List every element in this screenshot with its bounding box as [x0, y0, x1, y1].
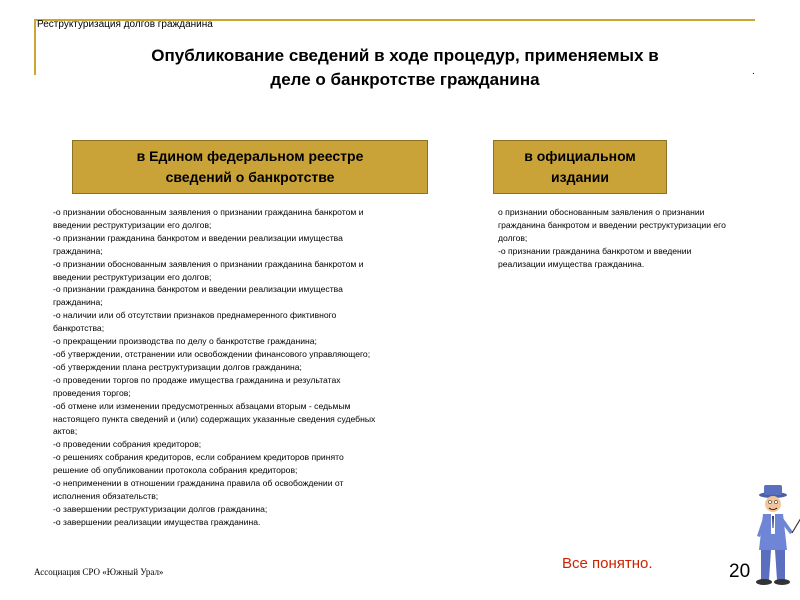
list-item: -о проведении собрания кредиторов; [53, 439, 202, 450]
list-item: -об утверждении, отстранении или освобождении финансового управляющего; [53, 348, 371, 359]
federal-registry-box [72, 140, 428, 194]
official-publication-list [498, 206, 778, 271]
list-item: реализации имущества гражданина. [498, 258, 645, 269]
list-item: -об утверждении плана реструктуризации долгов гражданина; [53, 361, 302, 372]
list-item: -о признании гражданина банкротом и введении реализации имущества [53, 232, 343, 243]
list-item: -о проведении торгов по продаже имущества гражданина и результатах [53, 374, 341, 385]
federal-registry-list [53, 206, 473, 529]
official-publication-box-line-1: в официальном [524, 148, 636, 164]
footer-note: Все понятно. [562, 555, 653, 572]
list-item: -о наличии или об отсутствии признаков преднамеренного фиктивного [53, 310, 337, 321]
list-item: гражданина банкротом и введении реструктуризации его [498, 219, 726, 230]
list-item: -о решениях собрания кредиторов, если собранием кредиторов принято [53, 452, 344, 463]
list-item: банкротства; [53, 323, 105, 334]
list-item: гражданина; [53, 245, 103, 256]
page-title-line-2: деле о банкротстве гражданина [270, 70, 540, 89]
federal-registry-box-line-2: сведений о банкротстве [165, 169, 335, 185]
list-item: решение об опубликовании протокола собрания кредиторов; [53, 465, 298, 476]
page-title [60, 44, 750, 92]
list-item: введении реструктуризации его долгов; [53, 271, 212, 282]
page-number: 20 [729, 561, 751, 582]
list-item: -о признании обоснованным заявления о признании гражданина банкротом и [53, 207, 364, 217]
list-item: -о признании гражданина банкротом и введении реализации имущества [53, 284, 343, 295]
list-item: -об отмене или изменении предусмотренных абзацами вторым - седьмым [53, 400, 351, 411]
list-item: введении реструктуризации его долгов; [53, 219, 212, 230]
list-item: проведения торгов; [53, 387, 131, 398]
list-item: -о признании обоснованным заявления о признании гражданина банкротом и [53, 258, 364, 269]
list-item: гражданина; [53, 297, 103, 308]
list-item: исполнения обязательств; [53, 490, 159, 501]
list-item: настоящего пункта сведений и (или) содержащих указанные сведения судебных [53, 413, 376, 424]
list-item: о признании обоснованным заявления о признании [498, 207, 705, 217]
list-item: -о завершении реструктуризации долгов гражданина; [53, 503, 268, 514]
list-item: долгов; [498, 232, 528, 243]
header-caption: Реструктуризация долгов гражданина [37, 19, 213, 30]
title-dot: . [752, 66, 755, 77]
official-publication-box-line-2: издании [551, 169, 609, 185]
cartoon-man-icon [745, 482, 800, 592]
header-corner-rule [34, 19, 36, 75]
federal-registry-box-line-1: в Едином федеральном реестре [136, 148, 364, 164]
list-item: -о признании гражданина банкротом и введении [498, 245, 692, 256]
list-item: -о неприменении в отношении гражданина правила об освобождении от [53, 478, 344, 489]
footer-organization: Ассоциация СРО «Южный Урал» [34, 567, 164, 577]
page-title-line-1: Опубликование сведений в ходе процедур, применяемых в [151, 46, 659, 65]
list-item: актов; [53, 426, 78, 437]
list-item: -о прекращении производства по делу о банкротстве гражданина; [53, 336, 317, 347]
official-publication-box [493, 140, 667, 194]
list-item: -о завершении реализации имущества гражданина. [53, 516, 261, 527]
